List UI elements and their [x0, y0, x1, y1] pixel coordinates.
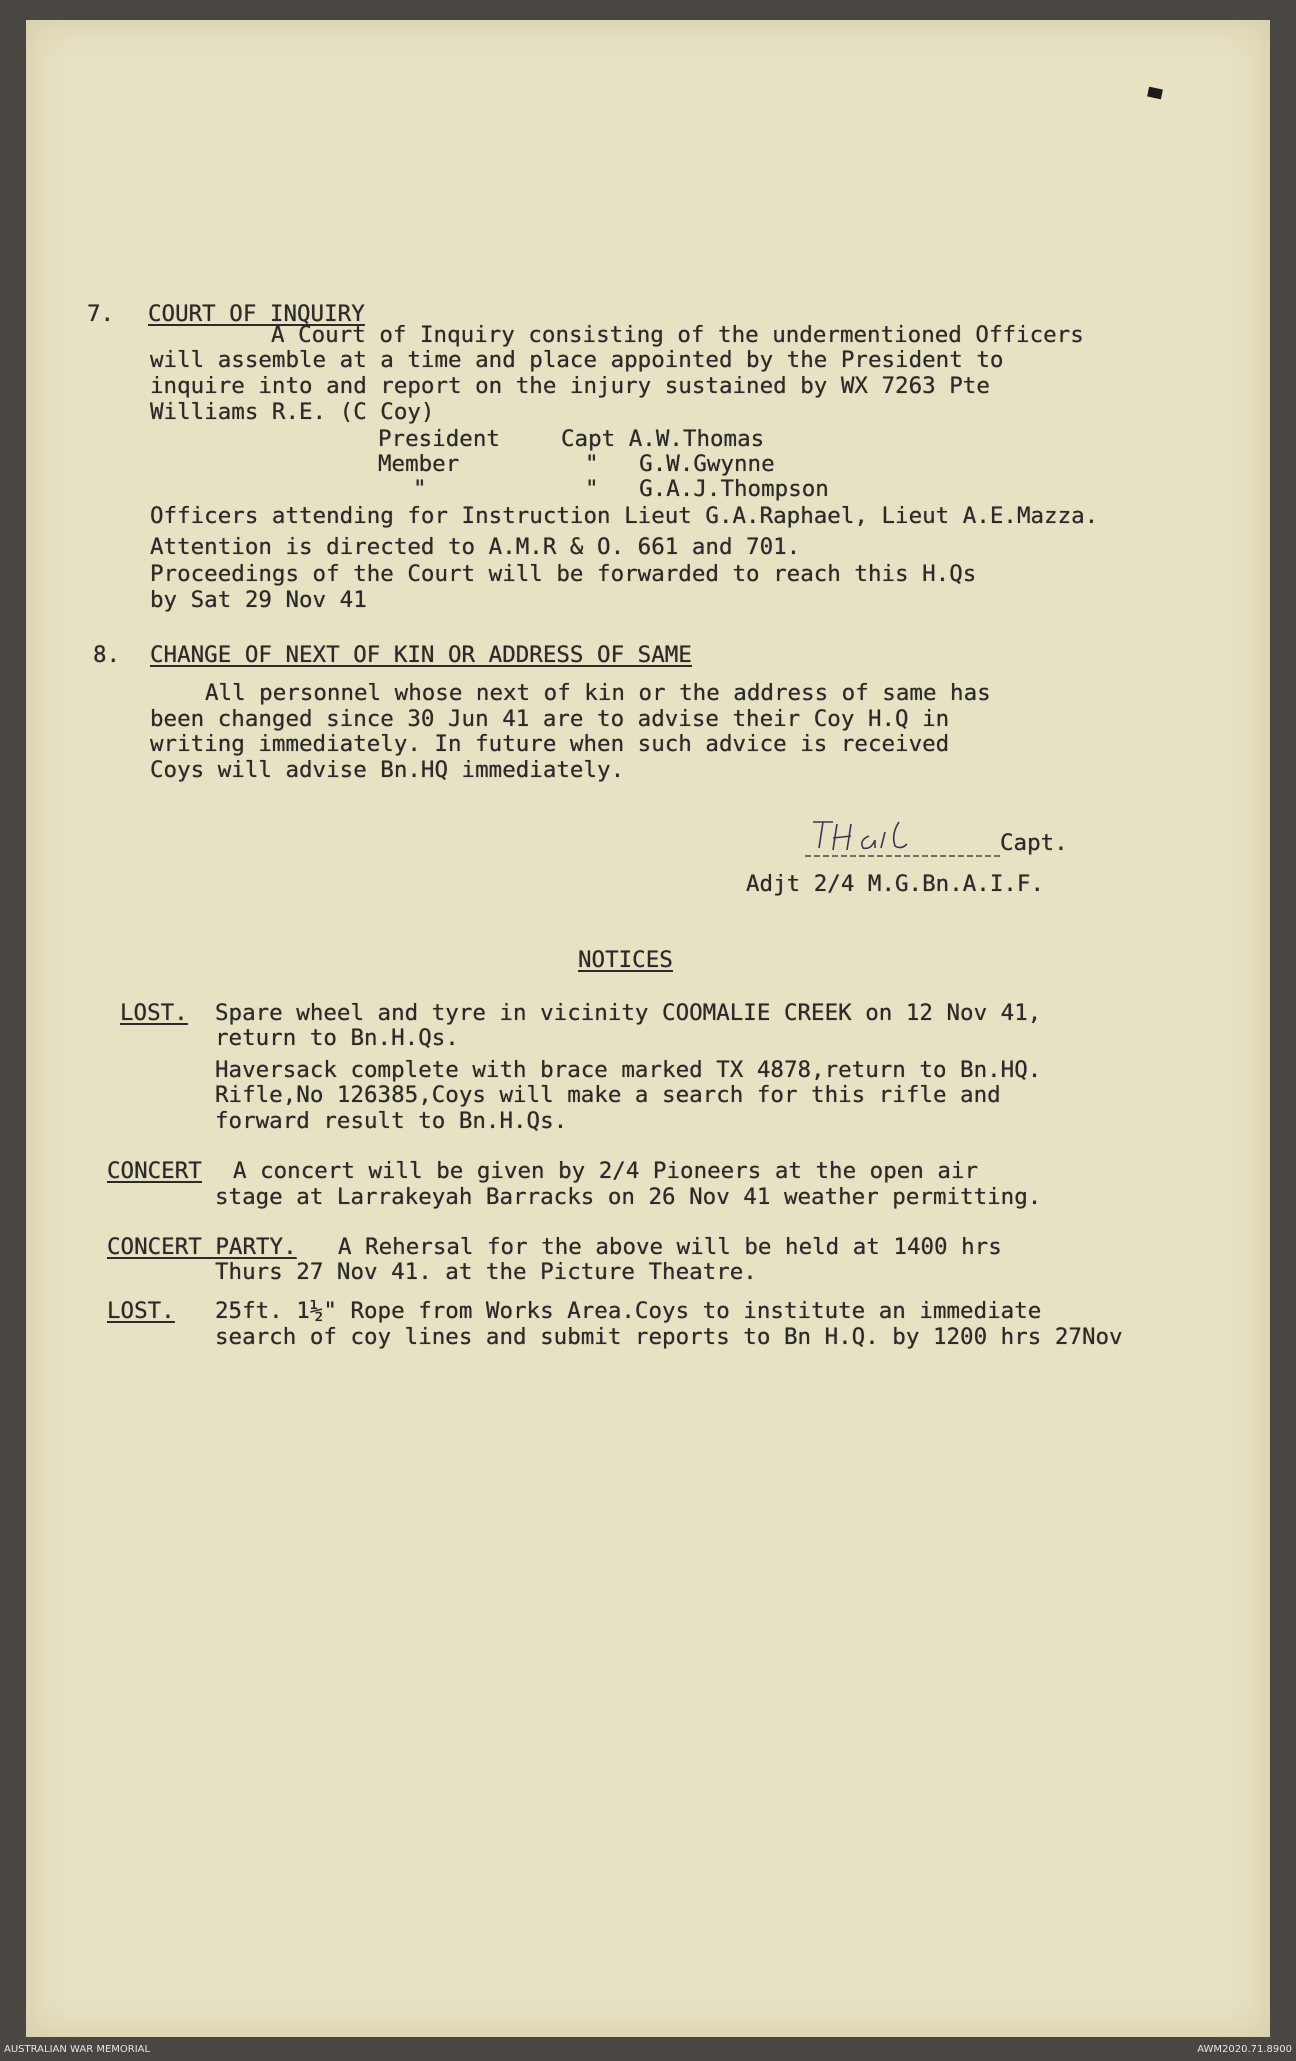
notice-line: forward result to Bn.H.Qs.	[215, 1108, 568, 1134]
section-7-line: Attention is directed to A.M.R & O. 661 and 701.	[150, 534, 801, 560]
board-role: President	[378, 426, 500, 452]
notice-label: CONCERT	[107, 1158, 202, 1184]
notices-heading: NOTICES	[578, 947, 673, 973]
section-7-line: Officers attending for Instruction Lieut G.A.Raphael, Lieut A.E.Mazza.	[150, 503, 1099, 529]
board-role: "	[413, 476, 427, 502]
section-7-line: A Court of Inquiry consisting of the undermentioned Officers	[271, 322, 1084, 348]
board-role: Member	[378, 451, 460, 477]
notice-label: CONCERT PARTY.	[107, 1234, 297, 1260]
section-8-line: Coys will advise Bn.HQ immediately.	[150, 757, 625, 783]
footer-accession-number: AWM2020.71.8900	[1197, 2044, 1292, 2055]
section-7-line: Proceedings of the Court will be forwarded to reach this H.Qs	[150, 561, 977, 587]
notice-line: Haversack complete with brace marked TX 4878,return to Bn.HQ.	[215, 1057, 1042, 1083]
notice-line: Thurs 27 Nov 41. at the Picture Theatre.	[215, 1259, 757, 1285]
section-8-number: 8.	[93, 642, 121, 668]
notice-label: LOST.	[107, 1298, 175, 1324]
footer-credit: AUSTRALIAN WAR MEMORIAL	[4, 2044, 151, 2055]
notice-line: A Rehersal for the above will be held at 1400 hrs	[338, 1234, 1002, 1260]
section-7-heading: COURT OF INQUIRY	[148, 301, 365, 327]
section-7-line: Williams R.E. (C Coy)	[150, 399, 435, 425]
board-name: " G.A.J.Thompson	[585, 476, 829, 502]
notice-line: Spare wheel and tyre in vicinity COOMALIE CREEK on 12 Nov 41,	[215, 1000, 1042, 1026]
notice-label: LOST.	[120, 1000, 188, 1026]
section-8-line: been changed since 30 Jun 41 are to advise their Coy H.Q in	[150, 706, 950, 732]
section-7-line: inquire into and report on the injury sustained by WX 7263 Pte	[150, 373, 990, 399]
section-8-line: writing immediately. In future when such advice is received	[150, 731, 950, 757]
notice-line: 25ft. 1½" Rope from Works Area.Coys to institute an immediate	[215, 1298, 1042, 1324]
notice-line: return to Bn.H.Qs.	[215, 1025, 459, 1051]
section-8-heading: CHANGE OF NEXT OF KIN OR ADDRESS OF SAME	[150, 642, 692, 668]
signature-appointment: Adjt 2/4 M.G.Bn.A.I.F.	[746, 871, 1045, 897]
section-8-line: All personnel whose next of kin or the address of same has	[205, 680, 991, 706]
notice-line: A concert will be given by 2/4 Pioneers at the open air	[233, 1158, 979, 1184]
section-7-number: 7.	[87, 301, 115, 327]
notice-line: Rifle,No 126385,Coys will make a search for this rifle and	[215, 1082, 1001, 1108]
notice-line: search of coy lines and submit reports to Bn H.Q. by 1200 hrs 27Nov	[215, 1324, 1123, 1350]
handwritten-signature	[785, 810, 1000, 865]
board-name: Capt A.W.Thomas	[561, 426, 765, 452]
board-name: " G.W.Gwynne	[585, 451, 775, 477]
section-7-line: will assemble at a time and place appointed by the President to	[150, 347, 1004, 373]
section-7-line: by Sat 29 Nov 41	[150, 587, 367, 613]
notice-line: stage at Larrakeyah Barracks on 26 Nov 41 weather permitting.	[215, 1184, 1042, 1210]
signature-rank: Capt.	[1000, 830, 1068, 856]
